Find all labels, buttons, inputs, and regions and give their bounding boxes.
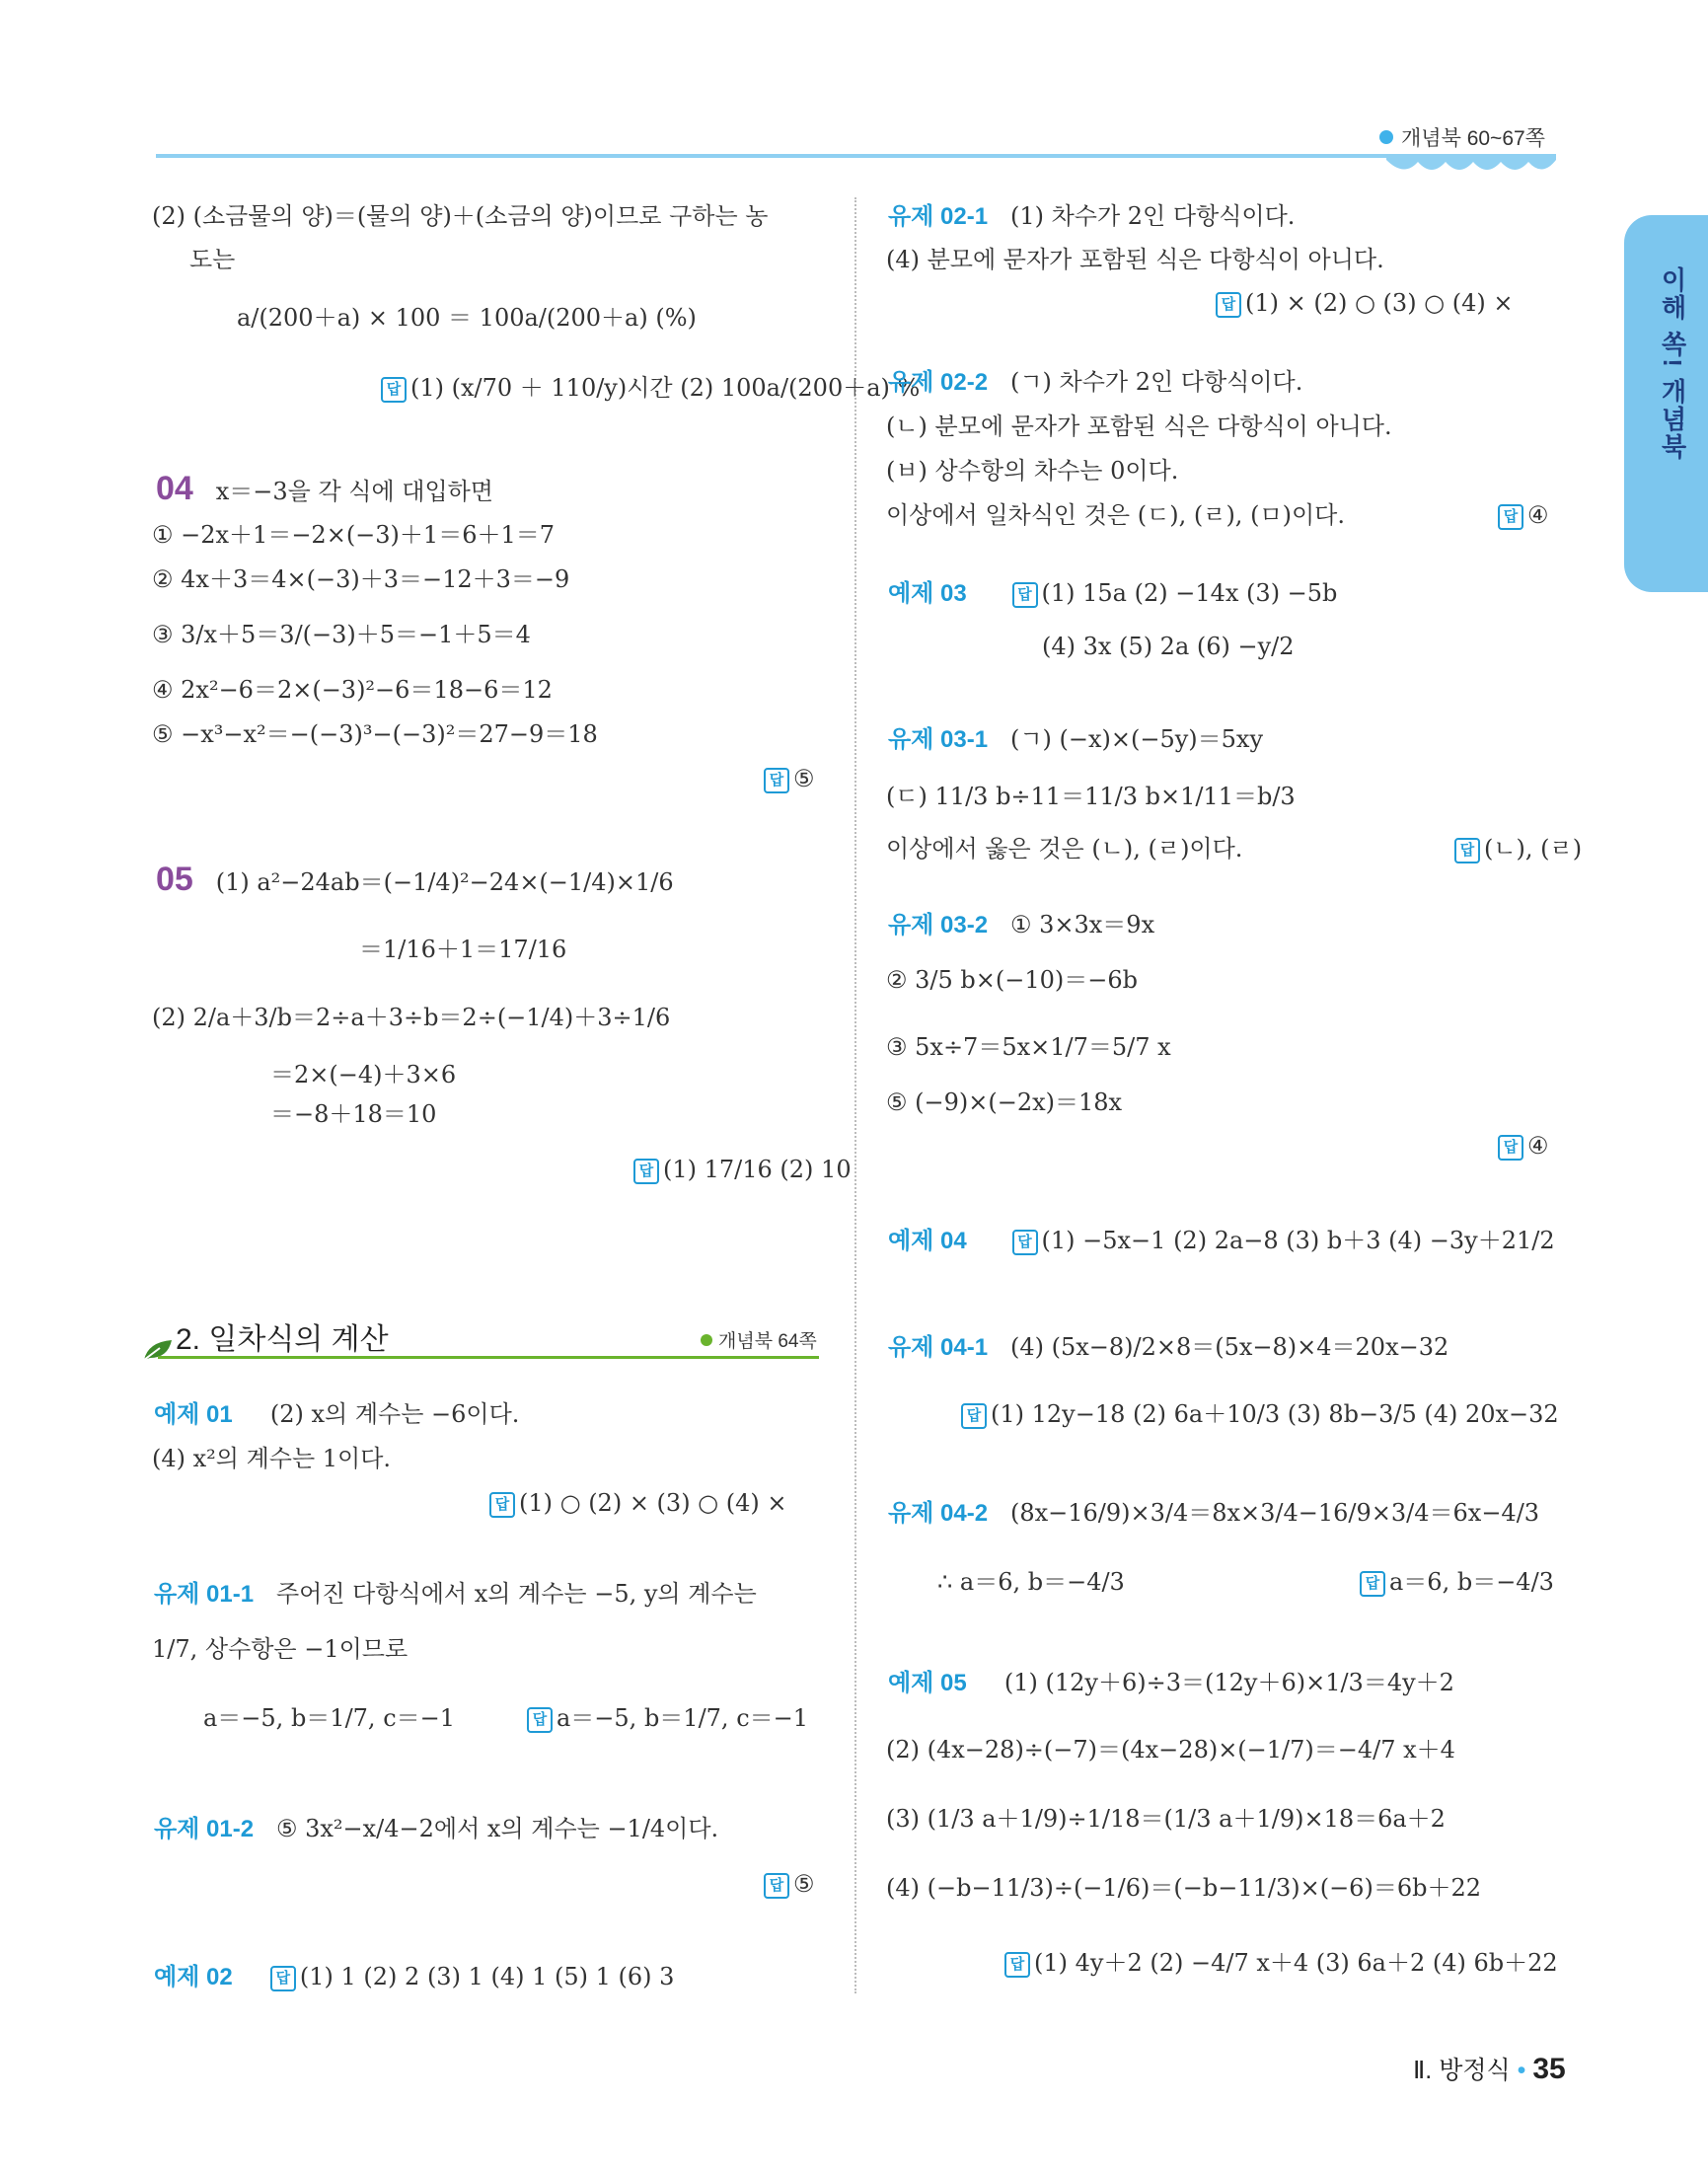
answer-text: (1) (x/70 ＋ 110/y)시간 (2) 100a/(200＋a) % — [410, 374, 921, 402]
example-line: (1) (12y＋6)÷3＝(12y＋6)×1/3＝4y＋2 — [1003, 1669, 1454, 1696]
answer-text: (1) −5x−1 (2) 2a−8 (3) b＋3 (4) −3y＋21/2 — [1041, 1227, 1555, 1254]
answer-icon: 답 — [961, 1403, 987, 1429]
page-number: 35 — [1532, 2053, 1566, 2085]
text-line: a＝−5, b＝1/7, c＝−1 — [203, 1704, 456, 1732]
text-line: ④ 2x²−6＝2×(−3)²−6＝18−6＝12 — [152, 676, 553, 704]
answer-line — [1360, 1565, 1554, 1599]
section-reference — [701, 1326, 817, 1353]
exercise-line: (ㄱ) (−x)×(−5y)＝5xy — [1009, 725, 1264, 753]
exercise-01-2 — [154, 1812, 718, 1846]
answer-text: (1) 1 (2) 2 (3) 1 (4) 1 (5) 1 (6) 3 — [299, 1963, 675, 1990]
side-tab-label: 이해 쏙! 개념북 — [1658, 266, 1687, 462]
text-line: ∴ a＝6, b＝−4/3 — [937, 1568, 1125, 1596]
example-label: 예제 05 — [888, 1670, 967, 1696]
example-line: (2) x의 계수는 −6이다. — [269, 1400, 520, 1428]
exercise-01-1 — [154, 1577, 757, 1612]
top-rule — [156, 154, 1555, 158]
section-title: 2. 일차식의 계산 — [176, 1323, 389, 1356]
answer-icon: 답 — [1498, 1135, 1523, 1161]
exercise-02-1 — [888, 199, 1295, 234]
answer-icon: 답 — [1216, 292, 1241, 318]
text-line: 1/7, 상수항은 −1이므로 — [152, 1635, 408, 1663]
answer-text: ⑤ — [793, 765, 815, 792]
answer-text: a＝−5, b＝1/7, c＝−1 — [557, 1704, 809, 1732]
text-line: (ㅂ) 상수항의 차수는 0이다. — [886, 457, 1179, 485]
answer-line — [633, 1153, 852, 1186]
answer-icon: 답 — [764, 1873, 789, 1899]
answer-line — [1498, 1129, 1549, 1163]
exercise-label: 유제 04-1 — [888, 1334, 989, 1361]
problem-number: 04 — [156, 470, 193, 507]
answer-text: (1) ○ (2) × (3) ○ (4) × — [519, 1489, 787, 1517]
text-line: ＝−8＋18＝10 — [270, 1100, 437, 1128]
exercise-line: (4) (5x−8)/2×8＝(5x−8)×4＝20x−32 — [1009, 1333, 1449, 1361]
chapter-label: Ⅱ. 방정식 — [1413, 2057, 1511, 2084]
answer-line — [381, 371, 920, 405]
exercise-label: 유제 04-2 — [888, 1500, 989, 1527]
text-line: 이상에서 옳은 것은 (ㄴ), (ㄹ)이다. — [886, 835, 1243, 863]
section-rule — [158, 1356, 819, 1359]
text-line: ① −2x＋1＝−2×(−3)＋1＝6＋1＝7 — [152, 521, 555, 549]
text-line: ＝1/16＋1＝17/16 — [359, 936, 567, 963]
exercise-02-2 — [888, 365, 1302, 400]
exercise-line: (1) 차수가 2인 다항식이다. — [1009, 202, 1296, 230]
exercise-line: ⑤ 3x²−x/4−2에서 x의 계수는 −1/4이다. — [275, 1815, 719, 1842]
section-reference-text: 개념북 64쪽 — [718, 1331, 817, 1352]
answer-text: ④ — [1527, 1132, 1549, 1160]
answer-icon: 답 — [381, 377, 407, 403]
exercise-line: 주어진 다항식에서 x의 계수는 −5, y의 계수는 — [275, 1580, 757, 1608]
answer-text: ④ — [1527, 501, 1549, 529]
answer-line — [961, 1397, 1559, 1431]
exercise-line: (8x−16/9)×3/4＝8x×3/4−16/9×3/4＝6x−4/3 — [1009, 1499, 1540, 1527]
example-04 — [888, 1224, 1555, 1258]
text-line: (2) (소금물의 양)＝(물의 양)＋(소금의 양)이므로 구하는 농 — [152, 202, 769, 230]
text-line: (4) x²의 계수는 1이다. — [152, 1445, 392, 1472]
example-05 — [888, 1666, 1454, 1700]
text-line: (4) 분모에 문자가 포함된 식은 다항식이 아니다. — [886, 246, 1384, 273]
text-line: ② 4x＋3＝4×(−3)＋3＝−12＋3＝−9 — [152, 565, 570, 593]
answer-text: (1) 15a (2) −14x (3) −5b — [1041, 579, 1338, 607]
text-line: (4) (−b−11/3)÷(−1/6)＝(−b−11/3)×(−6)＝6b＋22 — [886, 1874, 1481, 1902]
text-line: ⑤ −x³−x²＝−(−3)³−(−3)²＝27−9＝18 — [152, 720, 598, 748]
exercise-04-2 — [888, 1496, 1539, 1531]
answer-icon: 답 — [1360, 1571, 1385, 1597]
text-line: 도는 — [189, 246, 236, 273]
answer-icon: 답 — [764, 768, 789, 793]
answer-text: a＝6, b＝−4/3 — [1389, 1568, 1554, 1596]
answer-icon: 답 — [270, 1966, 296, 1991]
answer-text: (4) 3x (5) 2a (6) −y/2 — [1042, 633, 1295, 660]
answer-line — [1216, 286, 1514, 320]
text-line: ③ 3/x＋5＝3/(−3)＋5＝−1＋5＝4 — [152, 621, 531, 648]
text-line: ③ 5x÷7＝5x×1/7＝5/7 x — [886, 1033, 1171, 1061]
text-line: ② 3/5 b×(−10)＝−6b — [886, 966, 1138, 994]
exercise-03-2 — [888, 908, 1154, 942]
exercise-label: 유제 01-2 — [154, 1816, 255, 1842]
text-line: (ㄷ) 11/3 b÷11＝11/3 b×1/11＝b/3 — [886, 783, 1296, 810]
exercise-label: 유제 01-1 — [154, 1581, 255, 1608]
answer-text: (ㄴ), (ㄹ) — [1484, 835, 1583, 863]
column-divider — [854, 197, 856, 1993]
text-line: (2) (4x−28)÷(−7)＝(4x−28)×(−1/7)＝−4/7 x＋4 — [886, 1736, 1455, 1763]
answer-icon: 답 — [633, 1159, 659, 1184]
bullet-dot-icon — [1379, 130, 1393, 144]
answer-icon: 답 — [1004, 1952, 1030, 1978]
answer-text: (1) × (2) ○ (3) ○ (4) × — [1245, 289, 1514, 317]
problem-number: 05 — [156, 861, 193, 898]
text-line: (2) 2/a＋3/b＝2÷a＋3÷b＝2÷(−1/4)＋3÷1/6 — [152, 1004, 671, 1031]
exercise-03-1 — [888, 722, 1263, 757]
answer-icon: 답 — [489, 1492, 515, 1518]
answer-icon: 답 — [1498, 504, 1523, 530]
problem-intro: x＝−3을 각 식에 대입하면 — [215, 478, 493, 505]
exercise-line: (ㄱ) 차수가 2인 다항식이다. — [1009, 368, 1303, 396]
example-02 — [154, 1960, 674, 1994]
exercise-label: 유제 03-1 — [888, 726, 989, 753]
exercise-label: 유제 02-2 — [888, 369, 989, 396]
example-03 — [888, 576, 1337, 611]
example-label: 예제 02 — [154, 1964, 233, 1990]
bullet-dot-icon — [701, 1334, 712, 1346]
footer-bullet: • — [1517, 2057, 1526, 2084]
exercise-04-1 — [888, 1330, 1448, 1365]
text-line: ＝2×(−4)＋3×6 — [270, 1061, 457, 1088]
page-footer — [1413, 2051, 1566, 2086]
wave-decoration — [1386, 154, 1556, 178]
answer-text: (1) 4y＋2 (2) −4/7 x＋4 (3) 6a＋2 (4) 6b＋22 — [1034, 1949, 1558, 1977]
answer-text: ⑤ — [793, 1870, 815, 1898]
example-label: 예제 04 — [888, 1228, 967, 1254]
text-line: (ㄴ) 분모에 문자가 포함된 식은 다항식이 아니다. — [886, 413, 1392, 440]
text-line: ⑤ (−9)×(−2x)＝18x — [886, 1088, 1123, 1116]
exercise-label: 유제 02-1 — [888, 203, 989, 230]
text-line: 이상에서 일차식인 것은 (ㄷ), (ㄹ), (ㅁ)이다. — [886, 501, 1345, 529]
formula-line: a/(200＋a) × 100 ＝ 100a/(200＋a) (%) — [237, 304, 697, 332]
page-reference-text: 개념북 60~67쪽 — [1401, 127, 1545, 150]
exercise-label: 유제 03-2 — [888, 912, 989, 938]
answer-line — [764, 1867, 815, 1901]
answer-line — [1498, 498, 1549, 532]
problem-04 — [156, 472, 493, 508]
example-label: 예제 03 — [888, 580, 967, 607]
answer-icon: 답 — [527, 1707, 553, 1733]
example-label: 예제 01 — [154, 1401, 233, 1428]
answer-line — [527, 1701, 808, 1735]
answer-text: (1) 17/16 (2) 10 — [663, 1156, 852, 1183]
answer-line — [1004, 1946, 1558, 1980]
answer-line — [764, 762, 815, 795]
problem-line: (1) a²−24ab＝(−1/4)²−24×(−1/4)×1/6 — [215, 868, 674, 896]
problem-05 — [156, 863, 674, 899]
answer-icon: 답 — [1012, 1230, 1038, 1255]
answer-line — [489, 1486, 787, 1520]
answer-line — [1454, 832, 1582, 865]
page-reference — [1379, 122, 1545, 152]
answer-icon: 답 — [1012, 582, 1038, 608]
answer-text: (1) 12y−18 (2) 6a＋10/3 (3) 8b−3/5 (4) 20x−32 — [991, 1400, 1559, 1428]
answer-icon: 답 — [1454, 838, 1480, 863]
exercise-line: ① 3×3x＝9x — [1009, 911, 1155, 938]
example-01 — [154, 1397, 519, 1432]
text-line: (3) (1/3 a＋1/9)÷1/18＝(1/3 a＋1/9)×18＝6a＋2 — [886, 1805, 1446, 1833]
